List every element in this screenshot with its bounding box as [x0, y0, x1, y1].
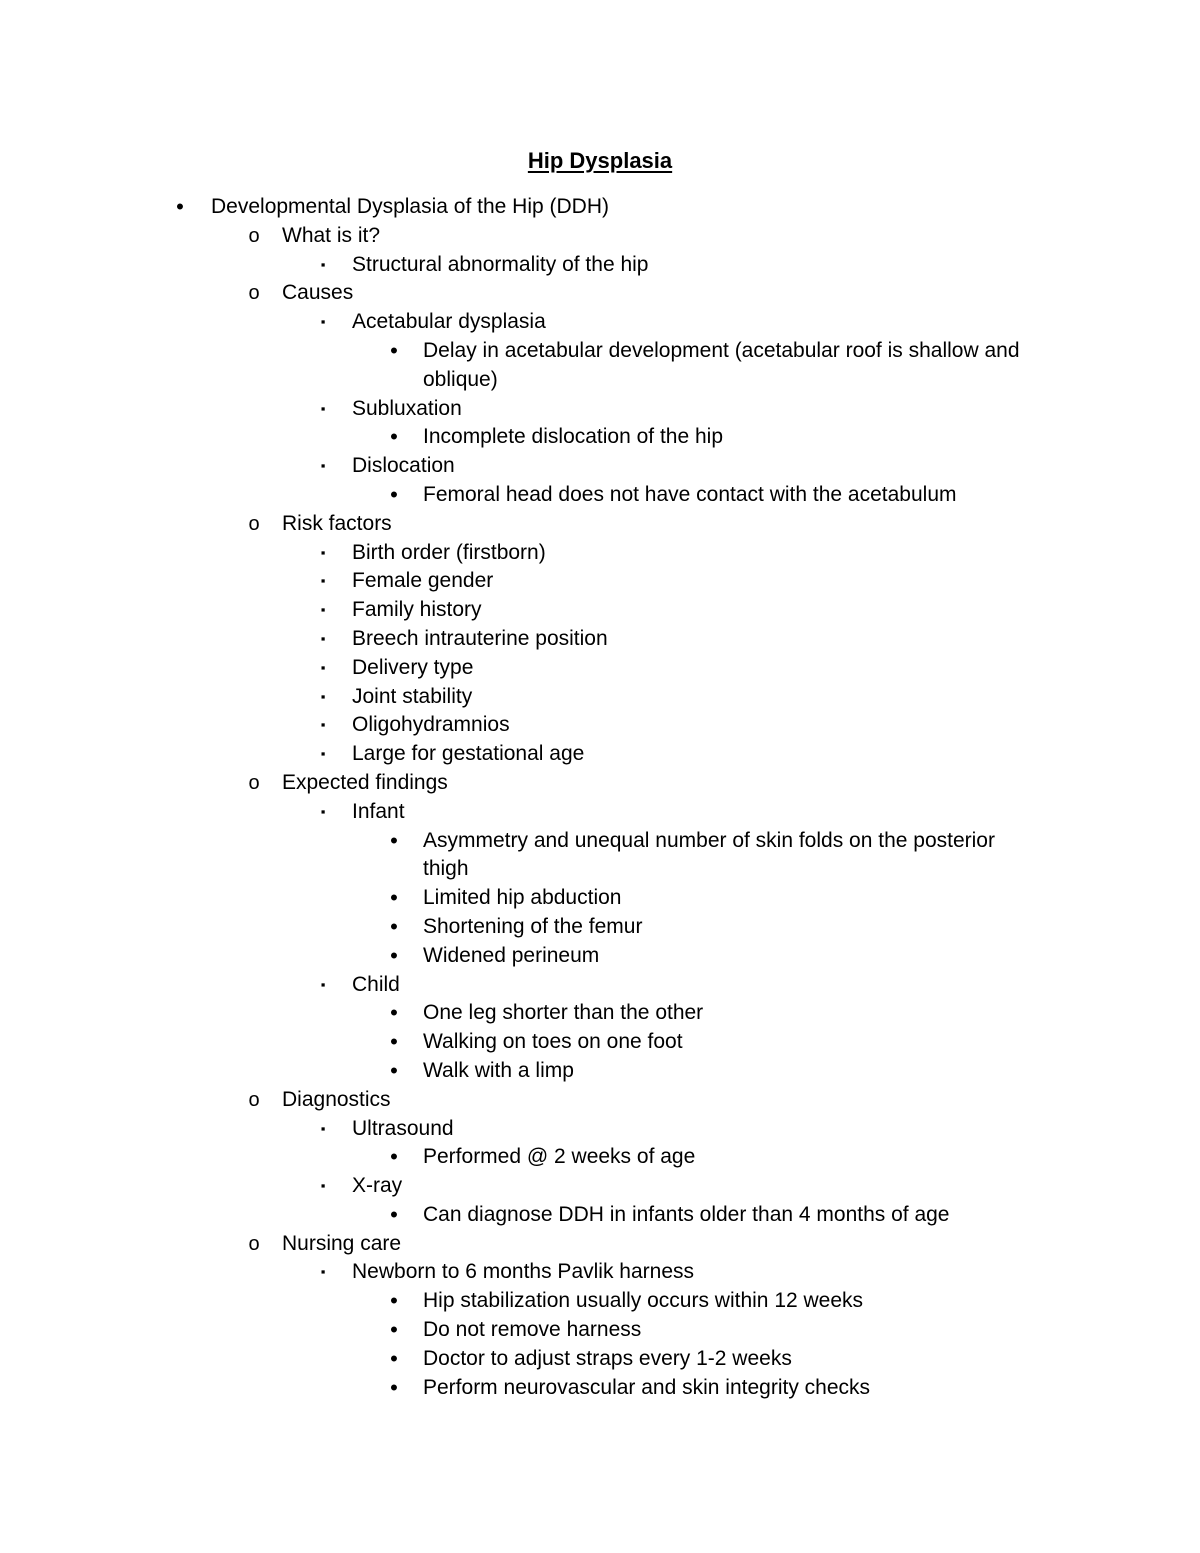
list-item-text: Asymmetry and unequal number of skin folds on the posterior [423, 828, 995, 852]
bullet-marker: • [390, 1029, 398, 1055]
bullet-marker: ▪ [320, 746, 326, 762]
bullet-marker: o [248, 282, 260, 305]
list-item-text: Do not remove harness [423, 1318, 642, 1342]
list-item-level-3 [0, 452, 1200, 481]
list-item-level-4 [0, 1316, 1200, 1345]
list-item-text: Delay in acetabular development (acetabular roof is shallow and [423, 338, 1020, 362]
list-item-text: Female gender [352, 569, 494, 593]
bullet-marker: ▪ [320, 573, 326, 589]
list-item-text: Performed @ 2 weeks of age [423, 1145, 696, 1169]
list-item-level-4 [0, 913, 1200, 942]
bullet-marker: • [390, 885, 398, 911]
list-item-level-3 [0, 740, 1200, 769]
list-item-level-2 [0, 279, 1200, 308]
bullet-marker: o [248, 224, 260, 247]
list-item-level-4 [0, 337, 1200, 366]
bullet-marker: • [390, 1317, 398, 1343]
list-item-text: Incomplete dislocation of the hip [423, 425, 724, 449]
list-item-text: Femoral head does not have contact with the acetabulum [423, 482, 957, 506]
list-item-text: Causes [282, 281, 354, 305]
list-item-text: Limited hip abduction [423, 886, 622, 910]
list-item-level-4 [0, 999, 1200, 1028]
list-item-text: Breech intrauterine position [352, 626, 608, 650]
bullet-marker: ▪ [320, 602, 326, 618]
list-item-text: Large for gestational age [352, 742, 585, 766]
bullet-marker: • [390, 942, 398, 968]
list-item-text: Structural abnormality of the hip [352, 252, 649, 276]
list-item-text: What is it? [282, 223, 381, 247]
bullet-marker: • [390, 913, 398, 939]
list-item-text: X-ray [352, 1174, 403, 1198]
list-item-text: Birth order (firstborn) [352, 540, 546, 564]
list-item-level-4 [0, 1374, 1200, 1403]
list-item-level-3 [0, 683, 1200, 712]
bullet-marker: • [390, 1374, 398, 1400]
bullet-marker: • [176, 194, 184, 219]
list-item-text: Subluxation [352, 396, 462, 420]
list-item-level-2 [0, 1230, 1200, 1259]
list-item-level-3 [0, 1115, 1200, 1144]
list-item-level-3 [0, 625, 1200, 654]
list-item-text: Walk with a limp [423, 1058, 574, 1082]
list-item-level-4 [0, 1057, 1200, 1086]
list-item-level-2 [0, 222, 1200, 251]
list-item-text: Ultrasound [352, 1116, 454, 1140]
bullet-marker: • [390, 424, 398, 450]
bullet-marker: ▪ [320, 544, 326, 560]
list-item-text: Shortening of the femur [423, 914, 643, 938]
list-item-level-1 [0, 193, 1200, 222]
list-item-continuation [0, 366, 1200, 395]
list-item-level-2 [0, 1086, 1200, 1115]
bullet-marker: • [390, 827, 398, 853]
bullet-marker: o [248, 1088, 260, 1111]
bullet-marker: ▪ [320, 458, 326, 474]
list-item-text: Hip stabilization usually occurs within 12 weeks [423, 1289, 864, 1313]
list-item-text: Oligohydramnios [352, 713, 510, 737]
bullet-marker: • [390, 1000, 398, 1026]
list-item-text: thigh [423, 857, 469, 881]
bullet-marker: • [390, 337, 398, 363]
list-item-text: Widened perineum [423, 943, 600, 967]
bullet-marker: o [248, 512, 260, 535]
bullet-marker: ▪ [320, 1120, 326, 1136]
bullet-marker: ▪ [320, 314, 326, 330]
list-item-level-4 [0, 827, 1200, 856]
list-item-text: Expected findings [282, 770, 448, 794]
list-item-level-3 [0, 308, 1200, 337]
list-item-level-4 [0, 423, 1200, 452]
bullet-marker: ▪ [320, 717, 326, 733]
list-item-text: Can diagnose DDH in infants older than 4 months of age [423, 1202, 950, 1226]
bullet-marker: ▪ [320, 400, 326, 416]
bullet-marker: ▪ [320, 659, 326, 675]
list-item-text: Doctor to adjust straps every 1-2 weeks [423, 1346, 792, 1370]
list-item-level-4 [0, 884, 1200, 913]
list-item-level-3 [0, 711, 1200, 740]
list-item-level-4 [0, 1143, 1200, 1172]
bullet-marker: • [390, 481, 398, 507]
outline-list [0, 193, 1200, 1402]
bullet-marker: ▪ [320, 1178, 326, 1194]
list-item-level-3 [0, 1172, 1200, 1201]
bullet-marker: ▪ [320, 630, 326, 646]
list-item-text: Joint stability [352, 684, 473, 708]
list-item-text: Acetabular dysplasia [352, 310, 546, 334]
bullet-marker: • [390, 1345, 398, 1371]
list-item-text: Dislocation [352, 454, 455, 478]
list-item-level-3 [0, 251, 1200, 280]
list-item-level-2 [0, 769, 1200, 798]
list-item-level-4 [0, 1201, 1200, 1230]
list-item-text: Delivery type [352, 655, 474, 679]
bullet-marker: • [390, 1288, 398, 1314]
bullet-marker: o [248, 771, 260, 794]
list-item-level-4 [0, 942, 1200, 971]
list-item-level-4 [0, 481, 1200, 510]
list-item-level-3 [0, 567, 1200, 596]
bullet-marker: ▪ [320, 256, 326, 272]
list-item-level-3 [0, 971, 1200, 1000]
list-item-text: Infant [352, 799, 405, 823]
list-item-level-3 [0, 654, 1200, 683]
list-item-level-3 [0, 395, 1200, 424]
list-item-text: Child [352, 972, 400, 996]
document-title: Hip Dysplasia [527, 148, 673, 173]
bullet-marker: • [390, 1201, 398, 1227]
list-item-level-4 [0, 1028, 1200, 1057]
list-item-text: Risk factors [282, 511, 392, 535]
list-item-text: Family history [352, 598, 482, 622]
list-item-level-3 [0, 596, 1200, 625]
bullet-marker: • [390, 1144, 398, 1170]
list-item-level-3 [0, 798, 1200, 827]
list-item-level-3 [0, 1258, 1200, 1287]
list-item-continuation [0, 855, 1200, 884]
list-item-text: Perform neurovascular and skin integrity checks [423, 1375, 871, 1399]
bullet-marker: ▪ [320, 688, 326, 704]
list-item-level-3 [0, 539, 1200, 568]
bullet-marker: ▪ [320, 803, 326, 819]
bullet-marker: o [248, 1232, 260, 1255]
list-item-text: Developmental Dysplasia of the Hip (DDH) [211, 195, 609, 218]
list-item-level-4 [0, 1345, 1200, 1374]
bullet-marker: ▪ [320, 976, 326, 992]
list-item-text: Nursing care [282, 1231, 402, 1255]
list-item-text: oblique) [423, 367, 498, 391]
list-item-text: Newborn to 6 months Pavlik harness [352, 1260, 694, 1284]
list-item-text: Walking on toes on one foot [423, 1030, 683, 1054]
bullet-marker: ▪ [320, 1264, 326, 1280]
list-item-text: One leg shorter than the other [423, 1001, 704, 1025]
list-item-text: Diagnostics [282, 1087, 391, 1111]
bullet-marker: • [390, 1057, 398, 1083]
list-item-level-4 [0, 1287, 1200, 1316]
list-item-level-2 [0, 510, 1200, 539]
